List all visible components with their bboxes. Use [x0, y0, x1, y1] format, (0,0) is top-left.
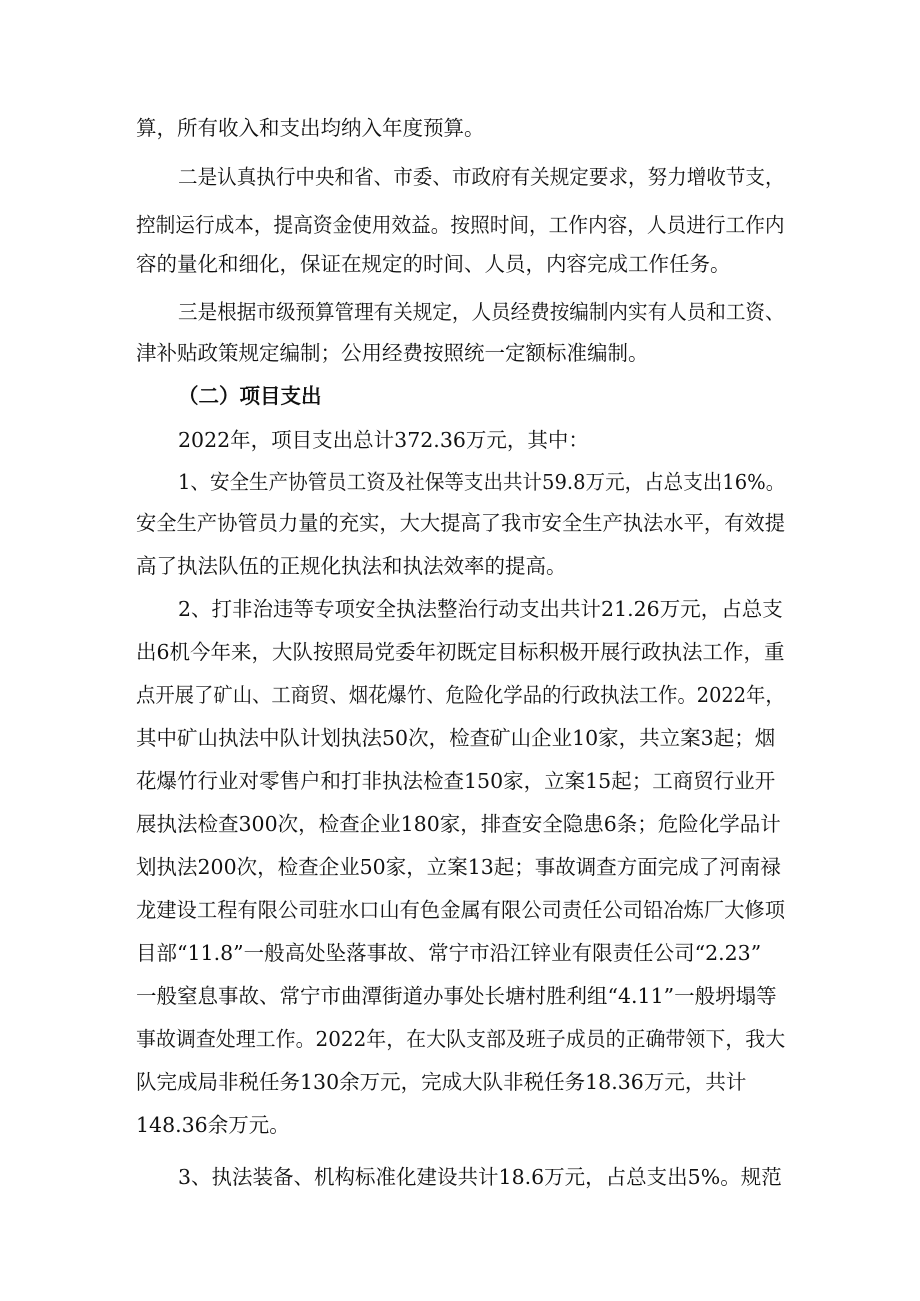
line-text: 队完成局非税任务130余万元，完成大队非税任务18.36万元，共计: [136, 1070, 747, 1094]
line-text: 三是根据市级预算管理有关规定，人员经费按编制内实有人员和工资、: [178, 300, 785, 324]
line-text: 划执法200次，检查企业50家，立案13起；事故调查方面完成了河南禄: [136, 855, 781, 879]
text-line: [0, 464, 920, 500]
text-line: [0, 892, 920, 928]
text-line: [0, 505, 920, 541]
line-text: 3、执法装备、机构标准化建设共计18.6万元，占总支出5%。规范: [178, 1165, 782, 1189]
text-line: [0, 1107, 920, 1143]
line-text: 安全生产协管员力量的充实，大大提高了我市安全生产执法水平，有效提: [136, 511, 785, 535]
line-text: 148.36余万元。: [136, 1113, 290, 1137]
line-text: 1、安全生产协管员工资及社保等支出共计59.8万元，占总支出16%。: [178, 470, 786, 494]
line-text: 花爆竹行业对零售户和打非执法检查150家，立案15起；工商贸行业开: [136, 769, 776, 793]
text-line: [0, 110, 920, 146]
line-text: 算，所有收入和支出均纳入年度预算。: [136, 116, 485, 140]
text-line: [0, 1064, 920, 1100]
line-text: 目部“11.8”一般高处坠落事故、常宁市沿江锌业有限责任公司“2.23”: [136, 941, 762, 965]
text-line: [0, 763, 920, 799]
text-line: [0, 422, 920, 458]
text-line: [0, 159, 920, 195]
line-text: 点开展了矿山、工商贸、烟花爆竹、危险化学品的行政执法工作。2022年，: [136, 683, 785, 707]
text-line: [0, 849, 920, 885]
text-line: [0, 935, 920, 971]
heading-text: （二）项目支出: [178, 384, 322, 408]
line-text: 2022年，项目支出总计372.36万元，其中：: [178, 428, 589, 452]
line-text: 龙建设工程有限公司驻水口山有色金属有限公司责任公司铅冶炼厂大修项: [136, 898, 785, 922]
line-text: 出6机今年来，大队按照局党委年初既定目标积极开展行政执法工作，重: [136, 640, 785, 664]
line-text: 高了执法队伍的正规化执法和执法效率的提高。: [136, 554, 567, 578]
text-line: [0, 978, 920, 1014]
line-text: 其中矿山执法中队计划执法50次，检查矿山企业10家，共立案3起；烟: [136, 726, 776, 750]
section-heading: [0, 378, 920, 414]
text-line: [0, 207, 920, 243]
text-line: [0, 335, 920, 371]
text-line: [0, 1021, 920, 1057]
text-line: [0, 677, 920, 713]
text-line: [0, 1159, 920, 1195]
text-line: [0, 720, 920, 756]
line-text: 容的量化和细化，保证在规定的时间、人员，内容完成工作任务。: [136, 252, 731, 276]
text-line: [0, 591, 920, 627]
line-text: 2、打非治违等专项安全执法整治行动支出共计21.26万元，占总支: [178, 597, 783, 621]
line-text: 一般窒息事故、常宁市曲潭街道办事处长塘村胜利组“4.11”一般坍塌等: [136, 984, 777, 1008]
text-line: [0, 246, 920, 282]
line-text: 二是认真执行中央和省、市委、市政府有关规定要求，努力增收节支，: [178, 165, 785, 189]
text-line: [0, 294, 920, 330]
line-text: 津补贴政策规定编制；公用经费按照统一定额标准编制。: [136, 341, 649, 365]
text-line: [0, 634, 920, 670]
line-text: 展执法检查300次，检查企业180家，排查安全隐患6条；危险化学品计: [136, 812, 781, 836]
line-text: 事故调查处理工作。2022年，在大队支部及班子成员的正确带领下，我大: [136, 1027, 786, 1051]
line-text: 控制运行成本，提高资金使用效益。按照时间，工作内容，人员进行工作内: [136, 213, 785, 237]
text-line: [0, 548, 920, 584]
text-line: [0, 806, 920, 842]
